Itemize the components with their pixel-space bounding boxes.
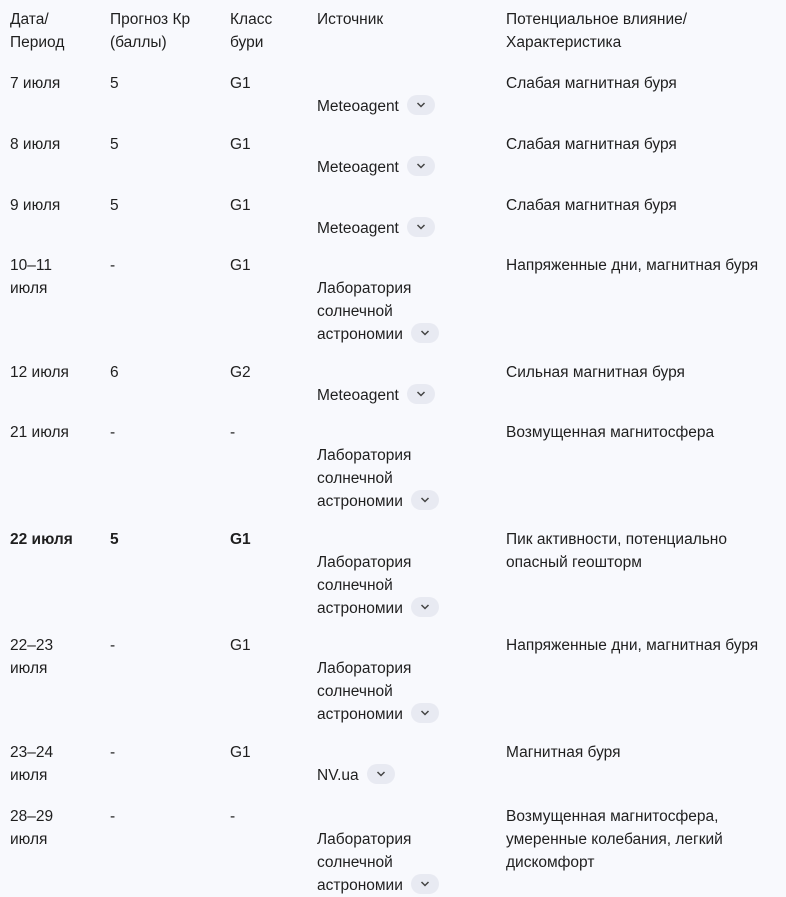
header-date: Дата/ Период: [10, 11, 65, 51]
row-storm-class: G1: [230, 744, 251, 761]
chevron-down-icon: [416, 101, 426, 109]
row-storm-class: G1: [230, 257, 251, 274]
row-date: 22–23 июля: [10, 637, 54, 677]
row-kp: -: [110, 424, 116, 441]
row-kp: 5: [110, 136, 119, 153]
chevron-down-icon: [420, 603, 430, 611]
source-label: Meteoagent: [317, 159, 399, 176]
chevron-down-icon: [416, 390, 426, 398]
source-expand-button[interactable]: [411, 490, 439, 510]
row-storm-class: -: [230, 808, 236, 825]
row-storm-class: G1: [230, 637, 251, 654]
row-date: 28–29 июля: [10, 808, 54, 848]
source-label: Лаборатория солнечной астрономии: [317, 554, 412, 617]
header-storm-class: Класс бури: [230, 11, 273, 51]
row-impact: Сильная магнитная буря: [506, 364, 685, 381]
source-label: Лаборатория солнечной астрономии: [317, 831, 412, 894]
source-expand-button[interactable]: [407, 384, 435, 404]
source-label: Лаборатория солнечной астрономии: [317, 280, 412, 343]
row-storm-class: G1: [230, 531, 251, 548]
source-expand-button[interactable]: [411, 323, 439, 343]
header-impact: Потенциальное влияние/ Характеристика: [506, 11, 688, 51]
row-date: 23–24 июля: [10, 744, 54, 784]
row-source: [317, 72, 502, 118]
row-kp: 6: [110, 364, 119, 381]
row-impact: Слабая магнитная буря: [506, 197, 677, 214]
row-storm-class: G1: [230, 197, 251, 214]
chevron-down-icon: [420, 709, 430, 717]
header-source: Источник: [317, 11, 384, 28]
row-kp: -: [110, 744, 116, 761]
row-date: 12 июля: [10, 364, 69, 381]
source-expand-button[interactable]: [367, 764, 395, 784]
source-expand-button[interactable]: [407, 156, 435, 176]
source-expand-button[interactable]: [411, 597, 439, 617]
row-source: [317, 194, 502, 240]
row-date: 9 июля: [10, 197, 61, 214]
row-kp: -: [110, 637, 116, 654]
row-date: 8 июля: [10, 136, 61, 153]
row-source: [317, 805, 502, 897]
row-kp: 5: [110, 197, 119, 214]
row-impact: Напряженные дни, магнитная буря: [506, 637, 759, 654]
chevron-down-icon: [420, 496, 430, 504]
row-impact: Напряженные дни, магнитная буря: [506, 257, 759, 274]
chevron-down-icon: [416, 162, 426, 170]
row-impact: Слабая магнитная буря: [506, 75, 677, 92]
row-kp: -: [110, 808, 116, 825]
row-date: 10–11 июля: [10, 257, 52, 297]
chevron-down-icon: [420, 329, 430, 337]
row-date: 22 июля: [10, 531, 73, 548]
row-kp: 5: [110, 531, 119, 548]
row-storm-class: G1: [230, 136, 251, 153]
row-storm-class: G1: [230, 75, 251, 92]
row-kp: -: [110, 257, 116, 274]
source-label: Meteoagent: [317, 387, 399, 404]
source-expand-button[interactable]: [407, 95, 435, 115]
source-expand-button[interactable]: [411, 874, 439, 894]
row-storm-class: -: [230, 424, 236, 441]
source-label: Лаборатория солнечной астрономии: [317, 660, 412, 723]
row-date: 7 июля: [10, 75, 61, 92]
chevron-down-icon: [376, 770, 386, 778]
row-source: [317, 634, 502, 726]
row-source: [317, 528, 502, 620]
chevron-down-icon: [416, 223, 426, 231]
row-source: [317, 133, 502, 179]
source-label: Meteoagent: [317, 220, 399, 237]
source-label: Лаборатория солнечной астрономии: [317, 447, 412, 510]
header-kp: Прогноз Кр (баллы): [110, 11, 191, 51]
row-source: [317, 421, 502, 513]
row-source: [317, 741, 502, 787]
row-impact: Слабая магнитная буря: [506, 136, 677, 153]
source-expand-button[interactable]: [411, 703, 439, 723]
row-impact: Возмущенная магнитосфера, умеренные колебания, легкий дискомфорт: [506, 808, 723, 871]
row-impact: Магнитная буря: [506, 744, 621, 761]
chevron-down-icon: [420, 880, 430, 888]
row-impact: Пик активности, потенциально опасный геошторм: [506, 531, 727, 571]
source-expand-button[interactable]: [407, 217, 435, 237]
row-source: [317, 361, 502, 407]
row-impact: Возмущенная магнитосфера: [506, 424, 715, 441]
source-label: Meteoagent: [317, 98, 399, 115]
row-date: 21 июля: [10, 424, 69, 441]
source-label: NV.ua: [317, 767, 359, 784]
row-kp: 5: [110, 75, 119, 92]
row-source: [317, 254, 502, 346]
row-storm-class: G2: [230, 364, 251, 381]
